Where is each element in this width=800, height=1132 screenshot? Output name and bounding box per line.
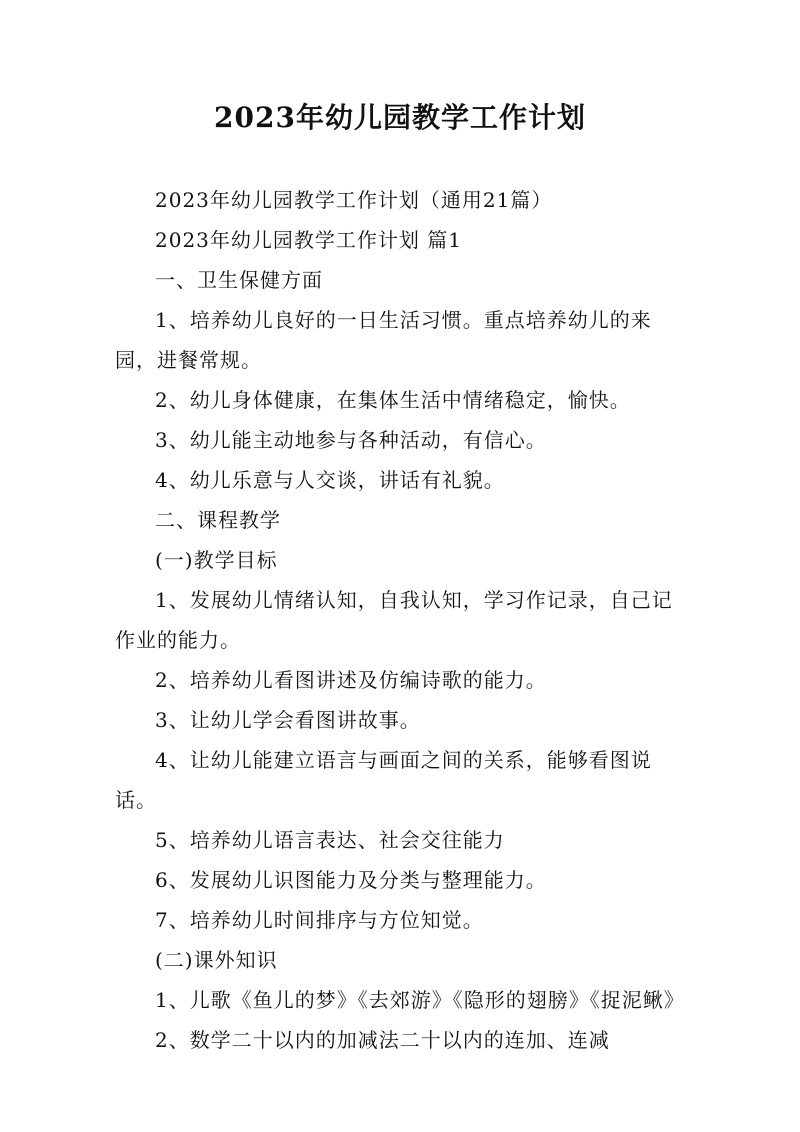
list-item: 4、让幼儿能建立语言与画面之间的关系，能够看图说话。 <box>115 748 652 812</box>
list-item: 6、发展幼儿识图能力及分类与整理能力。 <box>155 868 547 892</box>
paragraph-subtitle: 2023年幼儿园教学工作计划（通用21篇） <box>155 188 553 212</box>
list-item: 2、培养幼儿看图讲述及仿编诗歌的能力。 <box>155 668 547 692</box>
list-item: 3、让幼儿学会看图讲故事。 <box>155 708 421 732</box>
subheading-extracurricular: (二)课外知识 <box>155 948 278 972</box>
list-item: 2、幼儿身体健康，在集体生活中情绪稳定，愉快。 <box>155 388 631 412</box>
list-item: 7、培养幼儿时间排序与方位知觉。 <box>155 908 484 932</box>
heading-hygiene: 一、卫生保健方面 <box>155 268 323 292</box>
document-body <box>115 180 687 1060</box>
list-item: 1、培养幼儿良好的一日生活习惯。重点培养幼儿的来园，进餐常规。 <box>115 308 652 372</box>
document-title: 2023年幼儿园教学工作计划 <box>214 101 586 134</box>
subheading-teaching-goals: (一)教学目标 <box>155 548 278 572</box>
list-item: 5、培养幼儿语言表达、社会交往能力 <box>155 828 505 852</box>
list-item: 4、幼儿乐意与人交谈，讲话有礼貌。 <box>155 468 505 492</box>
list-item: 2、数学二十以内的加减法二十以内的连加、连减 <box>155 1028 610 1052</box>
heading-curriculum: 二、课程教学 <box>155 508 281 532</box>
list-item: 3、幼儿能主动地参与各种活动，有信心。 <box>155 428 547 452</box>
paragraph-section-title: 2023年幼儿园教学工作计划 篇1 <box>155 228 462 252</box>
list-item: 1、儿歌《鱼儿的梦》《去郊游》《隐形的翅膀》《捉泥鳅》 <box>155 988 685 1012</box>
list-item: 1、发展幼儿情绪认知，自我认知，学习作记录，自己记作业的能力。 <box>115 588 673 652</box>
